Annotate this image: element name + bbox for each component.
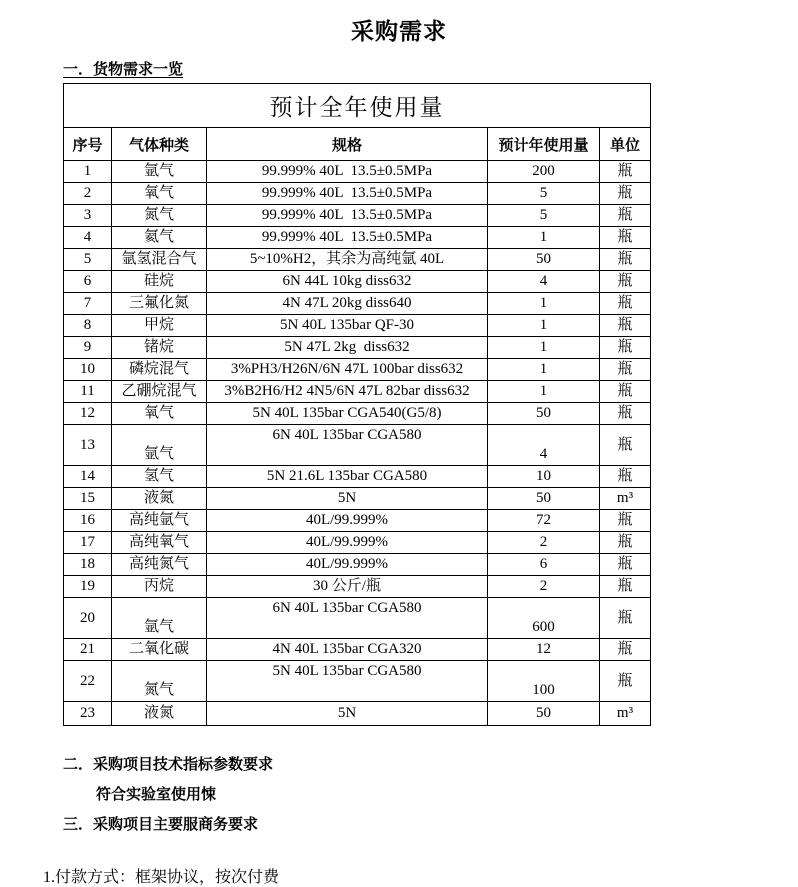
cell-no: 12 [64, 403, 112, 425]
table-row [64, 466, 651, 488]
cell-no: 6 [64, 271, 112, 293]
cell-unit: 瓶 [600, 293, 651, 315]
cell-gas: 液氮 [112, 488, 207, 510]
cell-gas: 高纯氩气 [112, 510, 207, 532]
cell-no: 1 [64, 161, 112, 183]
cell-no: 19 [64, 576, 112, 598]
table-row [64, 359, 651, 381]
cell-no: 15 [64, 488, 112, 510]
cell-gas: 磷烷混气 [112, 359, 207, 381]
cell-unit: 瓶 [600, 205, 651, 227]
section-three-heading: 三．采购项目主要服商务要求 [63, 816, 259, 833]
column-header-qty: 预计年使用量 [488, 128, 600, 161]
cell-gas: 乙硼烷混气 [112, 381, 207, 403]
cell-no: 4 [64, 227, 112, 249]
cell-qty: 2 [488, 532, 600, 554]
cell-unit: 瓶 [600, 337, 651, 359]
table-row [64, 639, 651, 661]
table-body [64, 161, 651, 726]
column-header-spec: 规格 [207, 128, 488, 161]
table-row [64, 661, 651, 702]
cell-qty: 1 [488, 227, 600, 249]
section-two-heading: 二．采购项目技术指标参数要求 [63, 756, 274, 773]
cell-spec: 99.999% 40L 13.5±0.5MPa [207, 183, 488, 205]
cell-spec: 99.999% 40L 13.5±0.5MPa [207, 227, 488, 249]
cell-qty: 1 [488, 359, 600, 381]
table-row [64, 532, 651, 554]
cell-qty: 50 [488, 702, 600, 726]
cell-gas: 甲烷 [112, 315, 207, 337]
column-header-gas: 气体种类 [112, 128, 207, 161]
cell-spec: 6N 44L 10kg diss632 [207, 271, 488, 293]
table-row [64, 598, 651, 639]
cell-qty: 1 [488, 381, 600, 403]
cell-unit: 瓶 [600, 425, 651, 466]
table-title-row [64, 84, 651, 128]
cell-gas: 丙烷 [112, 576, 207, 598]
cell-gas: 锗烷 [112, 337, 207, 359]
cell-qty: 5 [488, 183, 600, 205]
cell-spec: 5N [207, 488, 488, 510]
payment-terms: 1.付款方式：框架协议，按次付费 [43, 869, 280, 886]
cell-gas: 二氧化碳 [112, 639, 207, 661]
cell-qty: 50 [488, 488, 600, 510]
cell-qty: 50 [488, 403, 600, 425]
table-row [64, 425, 651, 466]
table-row [64, 381, 651, 403]
cell-spec: 40L/99.999% [207, 532, 488, 554]
cell-no: 8 [64, 315, 112, 337]
cell-qty: 100 [488, 661, 600, 702]
column-header-unit: 单位 [600, 128, 651, 161]
cell-spec: 6N 40L 135bar CGA580 [207, 425, 488, 466]
cell-no: 10 [64, 359, 112, 381]
table-row [64, 488, 651, 510]
cell-unit: 瓶 [600, 598, 651, 639]
cell-spec: 99.999% 40L 13.5±0.5MPa [207, 161, 488, 183]
section-one-heading: 一．货物需求一览 [63, 61, 184, 78]
cell-gas: 氦气 [112, 227, 207, 249]
cell-gas: 氩气 [112, 598, 207, 639]
table-row [64, 337, 651, 359]
cell-gas: 氧气 [112, 403, 207, 425]
cell-gas: 高纯氧气 [112, 532, 207, 554]
cell-no: 11 [64, 381, 112, 403]
table-row [64, 293, 651, 315]
cell-unit: 瓶 [600, 510, 651, 532]
cell-no: 14 [64, 466, 112, 488]
cell-gas: 硅烷 [112, 271, 207, 293]
cell-no: 13 [64, 425, 112, 466]
gas-requirements-table [63, 83, 651, 726]
cell-no: 21 [64, 639, 112, 661]
cell-qty: 4 [488, 425, 600, 466]
cell-no: 7 [64, 293, 112, 315]
cell-gas: 氧气 [112, 183, 207, 205]
cell-qty: 1 [488, 293, 600, 315]
cell-no: 20 [64, 598, 112, 639]
cell-gas: 氩气 [112, 161, 207, 183]
cell-spec: 4N 47L 20kg diss640 [207, 293, 488, 315]
cell-spec: 5N 40L 135bar CGA540(G5/8) [207, 403, 488, 425]
cell-qty: 6 [488, 554, 600, 576]
table-row [64, 315, 651, 337]
cell-no: 2 [64, 183, 112, 205]
cell-qty: 50 [488, 249, 600, 271]
cell-gas: 氮气 [112, 661, 207, 702]
cell-gas: 氮气 [112, 205, 207, 227]
table-row [64, 161, 651, 183]
cell-spec: 99.999% 40L 13.5±0.5MPa [207, 205, 488, 227]
cell-gas: 氢气 [112, 466, 207, 488]
table-row [64, 271, 651, 293]
cell-spec: 5~10%H2，其余为高纯氩 40L [207, 249, 488, 271]
cell-unit: 瓶 [600, 227, 651, 249]
cell-spec: 6N 40L 135bar CGA580 [207, 598, 488, 639]
table-row [64, 702, 651, 726]
cell-qty: 1 [488, 337, 600, 359]
table-row [64, 227, 651, 249]
cell-unit: 瓶 [600, 554, 651, 576]
cell-no: 3 [64, 205, 112, 227]
cell-spec: 40L/99.999% [207, 554, 488, 576]
cell-unit: 瓶 [600, 315, 651, 337]
cell-no: 16 [64, 510, 112, 532]
table-header-row [64, 128, 651, 161]
cell-unit: m³ [600, 702, 651, 726]
cell-no: 5 [64, 249, 112, 271]
cell-no: 22 [64, 661, 112, 702]
cell-qty: 2 [488, 576, 600, 598]
cell-qty: 600 [488, 598, 600, 639]
cell-spec: 5N [207, 702, 488, 726]
section-two-body: 符合实验室使用悚 [96, 786, 217, 803]
cell-unit: m³ [600, 488, 651, 510]
document-title: 采购需求 [351, 18, 447, 44]
cell-unit: 瓶 [600, 249, 651, 271]
cell-spec: 3%PH3/H26N/6N 47L 100bar diss632 [207, 359, 488, 381]
cell-qty: 200 [488, 161, 600, 183]
table-row [64, 183, 651, 205]
cell-gas: 液氮 [112, 702, 207, 726]
cell-no: 17 [64, 532, 112, 554]
cell-unit: 瓶 [600, 639, 651, 661]
cell-gas: 氩氢混合气 [112, 249, 207, 271]
table-row [64, 510, 651, 532]
cell-qty: 1 [488, 315, 600, 337]
table-row [64, 249, 651, 271]
cell-spec: 5N 40L 135bar CGA580 [207, 661, 488, 702]
table-row [64, 205, 651, 227]
cell-spec: 3%B2H6/H2 4N5/6N 47L 82bar diss632 [207, 381, 488, 403]
cell-unit: 瓶 [600, 381, 651, 403]
table-title: 预计全年使用量 [64, 84, 651, 128]
cell-unit: 瓶 [600, 183, 651, 205]
cell-unit: 瓶 [600, 661, 651, 702]
cell-spec: 4N 40L 135bar CGA320 [207, 639, 488, 661]
table-row [64, 554, 651, 576]
cell-spec: 40L/99.999% [207, 510, 488, 532]
cell-gas: 高纯氮气 [112, 554, 207, 576]
cell-unit: 瓶 [600, 161, 651, 183]
cell-spec: 5N 47L 2kg diss632 [207, 337, 488, 359]
cell-unit: 瓶 [600, 359, 651, 381]
cell-unit: 瓶 [600, 271, 651, 293]
cell-qty: 10 [488, 466, 600, 488]
cell-unit: 瓶 [600, 532, 651, 554]
cell-spec: 30 公斤/瓶 [207, 576, 488, 598]
cell-unit: 瓶 [600, 576, 651, 598]
cell-gas: 三氟化氮 [112, 293, 207, 315]
cell-unit: 瓶 [600, 403, 651, 425]
cell-gas: 氩气 [112, 425, 207, 466]
cell-spec: 5N 21.6L 135bar CGA580 [207, 466, 488, 488]
cell-unit: 瓶 [600, 466, 651, 488]
cell-qty: 72 [488, 510, 600, 532]
cell-no: 9 [64, 337, 112, 359]
cell-no: 18 [64, 554, 112, 576]
column-header-no: 序号 [64, 128, 112, 161]
cell-qty: 4 [488, 271, 600, 293]
cell-qty: 5 [488, 205, 600, 227]
cell-spec: 5N 40L 135bar QF-30 [207, 315, 488, 337]
cell-qty: 12 [488, 639, 600, 661]
table-row [64, 403, 651, 425]
table-row [64, 576, 651, 598]
cell-no: 23 [64, 702, 112, 726]
